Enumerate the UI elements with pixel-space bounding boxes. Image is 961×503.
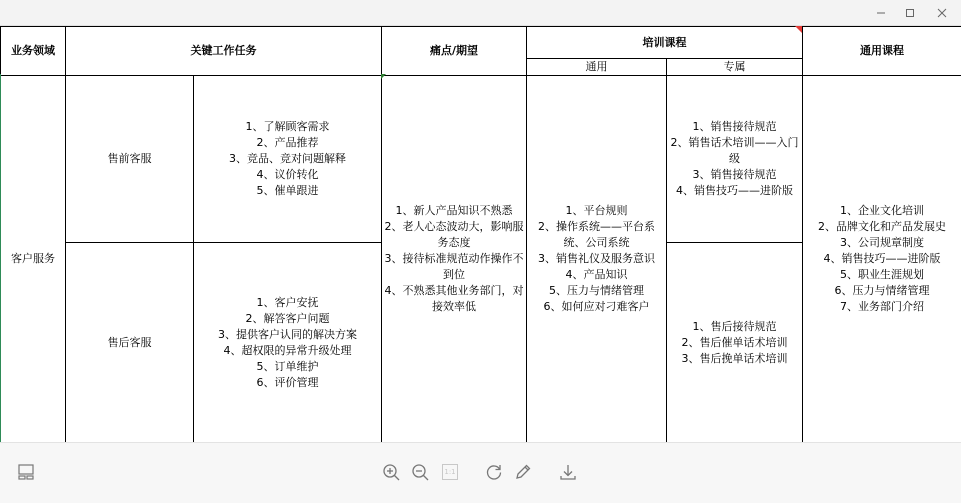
close-button[interactable] — [927, 0, 957, 26]
list-item: 4、不熟悉其他业务部门，对接效率低 — [384, 284, 524, 313]
list-item: 2、老人心态波动大，影响服务态度 — [384, 220, 524, 249]
list-item: 1、客户安抚 — [256, 295, 319, 309]
pain-points — [382, 76, 527, 443]
row-group-marker — [0, 74, 1, 442]
header-general-sub: 通用 — [527, 59, 667, 76]
close-icon — [937, 8, 947, 18]
general-training — [527, 76, 667, 443]
list-item: 4、产品知识 — [565, 268, 628, 281]
list-item: 6、评价管理 — [256, 375, 319, 389]
list-item: 1、平台规则 — [565, 204, 628, 217]
domain-cell: 客户服务 — [1, 76, 66, 443]
minimize-icon — [876, 8, 886, 18]
list-item: 1、企业文化培训 — [840, 204, 924, 217]
list-item: 6、如何应对刁难客户 — [543, 300, 650, 313]
cell-marker-icon — [381, 74, 386, 79]
header-common: 通用课程 — [803, 27, 961, 76]
list-item: 5、订单维护 — [256, 359, 319, 373]
edit-button[interactable] — [512, 461, 534, 483]
list-item: 6、压力与情绪管理 — [834, 284, 930, 297]
presale-tasks — [194, 76, 382, 243]
list-item: 3、销售接待规范 — [692, 168, 777, 181]
list-item: 7、业务部门介绍 — [840, 300, 924, 313]
list-item: 1、售后接待规范 — [692, 319, 777, 333]
layout-icon — [17, 463, 35, 481]
actual-size-icon: 1:1 — [442, 464, 458, 480]
header-domain: 业务领域 — [1, 27, 66, 76]
list-item: 2、解答客户问题 — [245, 311, 330, 325]
list-item: 1、新人产品知识不熟悉 — [395, 204, 513, 217]
layout-button[interactable] — [15, 461, 37, 483]
header-pain: 痛点/期望 — [382, 27, 527, 76]
list-item: 3、售后挽单话术培训 — [681, 351, 788, 365]
list-item: 3、公司规章制度 — [840, 236, 924, 249]
comment-marker-icon — [795, 26, 802, 33]
zoom-in-icon — [382, 463, 400, 481]
list-item: 3、提供客户认同的解决方案 — [218, 327, 357, 341]
list-item: 3、销售礼仪及服务意识 — [538, 252, 655, 265]
list-item: 4、议价转化 — [256, 168, 319, 181]
download-icon — [559, 463, 577, 481]
download-button[interactable] — [557, 461, 579, 483]
rotate-button[interactable] — [483, 461, 505, 483]
list-item: 2、品牌文化和产品发展史 — [818, 220, 946, 233]
list-item: 4、超权限的异常升级处理 — [223, 343, 352, 357]
presale-special — [667, 76, 803, 243]
list-item: 3、竞品、竞对问题解释 — [229, 152, 346, 165]
list-item: 3、接待标准规范动作操作不到位 — [384, 252, 524, 281]
maximize-button[interactable] — [895, 0, 925, 26]
bottom-toolbar — [0, 442, 961, 503]
header-special-sub: 专属 — [667, 59, 803, 76]
aftersale-label: 售后客服 — [66, 243, 194, 443]
document-viewer[interactable] — [0, 26, 961, 442]
header-tasks: 关键工作任务 — [66, 27, 382, 76]
common-courses — [803, 76, 961, 443]
presale-label: 售前客服 — [66, 76, 194, 243]
rotate-icon — [485, 463, 503, 481]
zoom-in-button[interactable] — [380, 461, 402, 483]
maximize-icon — [905, 8, 915, 18]
title-bar — [0, 0, 961, 26]
list-item: 2、销售话术培训——入门级 — [670, 136, 799, 165]
list-item: 1、了解顾客需求 — [245, 120, 330, 133]
minimize-button[interactable] — [866, 0, 896, 26]
training-table — [0, 26, 961, 442]
list-item: 4、销售技巧——进阶版 — [823, 252, 941, 265]
list-item: 2、操作系统——平台系统、公司系统 — [538, 220, 655, 249]
list-item: 5、职业生涯规划 — [840, 268, 924, 281]
header-training: 培训课程 — [527, 27, 803, 59]
list-item: 4、销售技巧——进阶版 — [676, 184, 793, 197]
list-item: 5、催单跟进 — [256, 184, 319, 197]
zoom-out-icon — [411, 463, 429, 481]
zoom-out-button[interactable] — [409, 461, 431, 483]
list-item: 5、压力与情绪管理 — [549, 284, 644, 297]
edit-icon — [514, 463, 532, 481]
list-item: 2、产品推荐 — [256, 136, 319, 149]
aftersale-tasks — [194, 243, 382, 443]
actual-size-button[interactable] — [439, 461, 461, 483]
list-item: 2、售后催单话术培训 — [681, 335, 788, 349]
list-item: 1、销售接待规范 — [692, 120, 777, 133]
aftersale-special — [667, 243, 803, 443]
